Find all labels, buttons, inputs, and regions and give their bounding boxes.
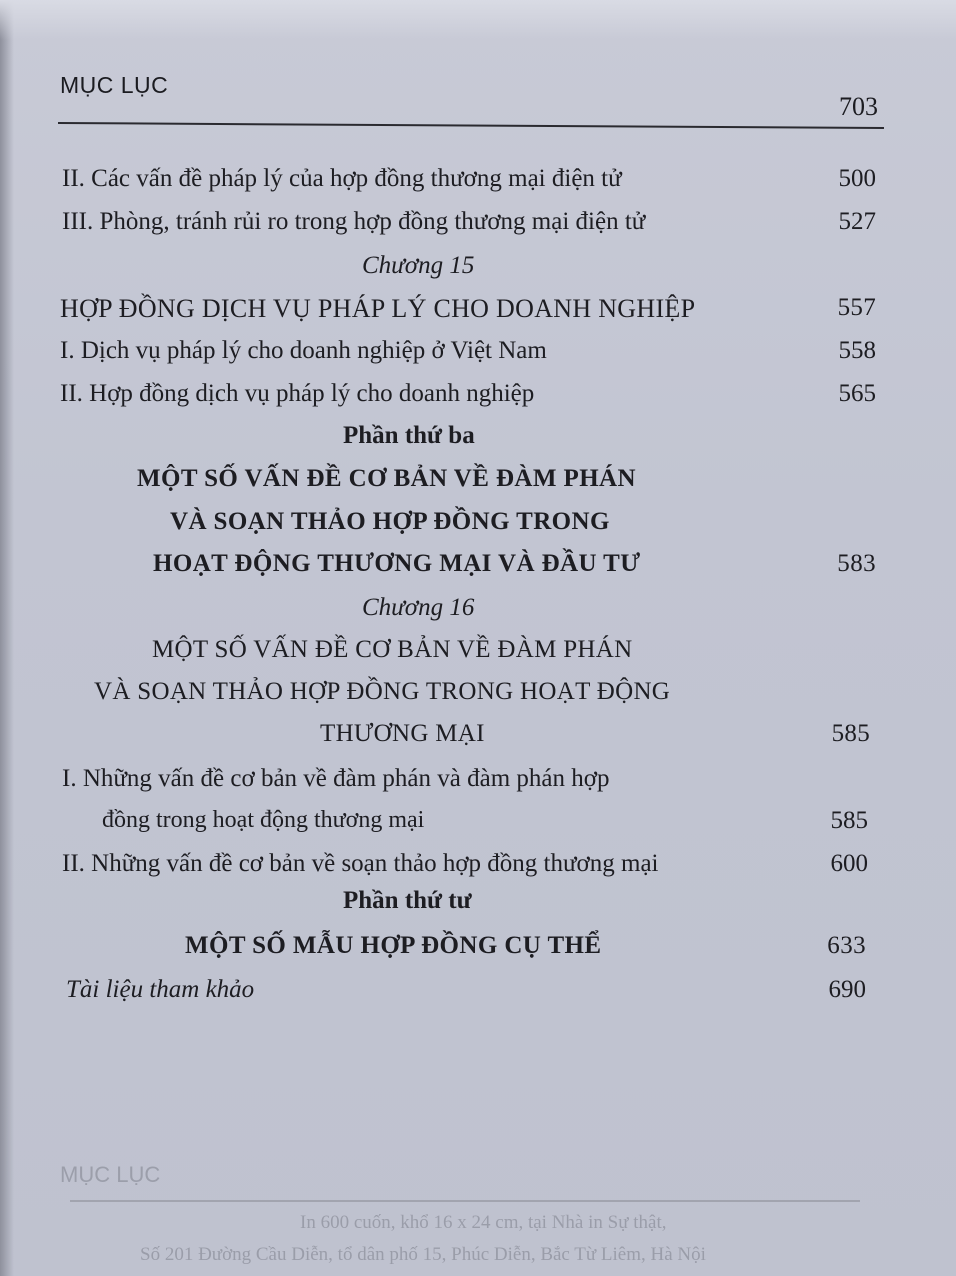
references-title: Tài liệu tham khảo: [66, 976, 255, 1003]
bleed-through-header: MỤC LỤC: [60, 1162, 161, 1187]
toc-entry-title: II. Những vấn đề cơ bản về soạn thảo hợp đồng thương mại: [62, 850, 659, 877]
chapter-16-title-line-1: MỘT SỐ VẤN ĐỀ CƠ BẢN VỀ ĐÀM PHÁN: [152, 636, 633, 663]
part-3-title-line-3: HOẠT ĐỘNG THƯƠNG MẠI VÀ ĐẦU TƯ: [153, 550, 641, 577]
bleed-through-imprint-line: Số 201 Đường Cầu Diễn, tổ dân phố 15, Phúc Diễn, Bắc Từ Liêm, Hà Nội: [140, 1244, 706, 1265]
chapter-15-title: HỢP ĐỒNG DỊCH VỤ PHÁP LÝ CHO DOANH NGHIỆP: [60, 294, 696, 323]
chapter-16-title-line-3: THƯƠNG MẠI: [320, 720, 485, 747]
bleed-through-imprint-line: In 600 cuốn, khổ 16 x 24 cm, tại Nhà in Sự thật,: [300, 1212, 667, 1233]
references-page: 690: [828, 976, 866, 1003]
part-4-title: MỘT SỐ MẪU HỢP ĐỒNG CỤ THỂ: [185, 932, 602, 959]
chapter-16-title-line-2: VÀ SOẠN THẢO HỢP ĐỒNG TRONG HOẠT ĐỘNG: [94, 678, 671, 705]
toc-entry-title: I. Những vấn đề cơ bản về đàm phán và đàm phán hợp: [62, 765, 610, 792]
chapter-16-page: 585: [831, 720, 870, 747]
toc-entry-title: I. Dịch vụ pháp lý cho doanh nghiệp ở Việt Nam: [60, 337, 547, 364]
toc-entry-title: III. Phòng, tránh rủi ro trong hợp đồng thương mại điện tử: [62, 208, 646, 235]
toc-entry-page: 585: [830, 807, 868, 834]
spine-shadow: [0, 0, 14, 1276]
part-3-label: Phần thứ ba: [343, 422, 475, 449]
header-rule: [58, 122, 884, 129]
running-header-page-number: 703: [839, 92, 878, 121]
bleed-through-rule: [70, 1200, 860, 1202]
chapter-15-label: Chương 15: [362, 252, 475, 279]
toc-entry-title: đồng trong hoạt động thương mại: [102, 807, 425, 833]
toc-entry-page: 558: [838, 337, 876, 364]
part-3-title-line-2: VÀ SOẠN THẢO HỢP ĐỒNG TRONG: [170, 508, 610, 535]
page-top-edge: [0, 0, 956, 40]
running-header-label: MỤC LỤC: [60, 72, 169, 98]
toc-entry-page: 565: [838, 380, 876, 407]
part-3-page: 583: [837, 550, 876, 577]
chapter-16-label: Chương 16: [362, 594, 475, 621]
part-4-page: 633: [827, 932, 866, 959]
part-3-title-line-1: MỘT SỐ VẤN ĐỀ CƠ BẢN VỀ ĐÀM PHÁN: [137, 465, 636, 492]
toc-entry-page: 500: [838, 165, 876, 192]
toc-entry-page: 527: [838, 208, 876, 235]
toc-entry-title: II. Các vấn đề pháp lý của hợp đồng thương mại điện tử: [62, 165, 622, 192]
toc-entry-title: II. Hợp đồng dịch vụ pháp lý cho doanh nghiệp: [60, 380, 535, 407]
toc-entry-page: 600: [830, 850, 868, 877]
chapter-15-page: 557: [837, 294, 876, 321]
part-4-label: Phần thứ tư: [343, 887, 472, 914]
